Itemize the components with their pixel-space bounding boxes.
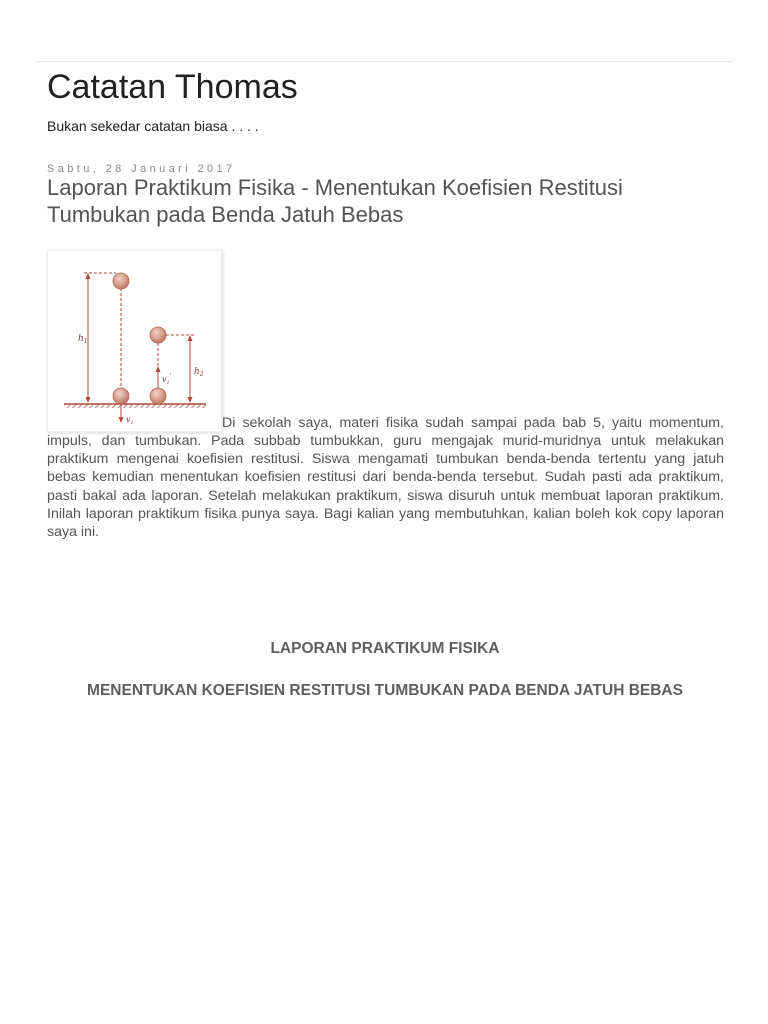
- collision-diagram-image[interactable]: [47, 250, 222, 432]
- v1-subscript: 1: [130, 420, 134, 426]
- post-title[interactable]: Laporan Praktikum Fisika - Menentukan Koefisien Restitusi Tumbukan pada Benda Jatuh Bebas: [47, 175, 623, 227]
- ball-rebound: [150, 388, 166, 404]
- h1-subscript: 1: [83, 338, 88, 345]
- blog-title[interactable]: Catatan Thomas: [47, 68, 298, 106]
- v1prime-label: v: [162, 375, 167, 384]
- post-body-text: Di sekolah saya, materi fisika sudah sampai pada bab 5, yaitu momentum, impuls, dan tumbukan. Pada subbab tumbukkan, guru mengajak murid-muridnya untuk melakukan praktikum mengenai koefisien restitusi. Siswa mengamati tumbukan benda-benda tertentu yang jatuh bebas kemudian menentukan koefisien restitusi dari benda-benda tersebut. Sudah pasti ada praktikum, pasti bakal ada laporan. Setelah melakukan praktikum, siswa disuruh untuk membuat laporan praktikum. Inilah laporan praktikum fisika punya saya. Bagi kalian yang membutuhkan, kalian boleh kok copy laporan saya ini.: [47, 414, 724, 541]
- svg-text:h1: [78, 334, 88, 345]
- ball-initial: [113, 273, 129, 289]
- h2-subscript: 2: [199, 371, 204, 378]
- post-date: Sabtu, 28 Januari 2017: [47, 163, 236, 175]
- h1-label: h: [78, 334, 84, 344]
- h2-label: h: [194, 367, 200, 377]
- report-subheading: MENENTUKAN KOEFISIEN RESTITUSI TUMBUKAN PADA BENDA JATUH BEBAS: [87, 682, 683, 699]
- blog-description: Bukan sekedar catatan biasa . . . .: [47, 118, 259, 134]
- v1prime-arrow: [156, 366, 161, 372]
- h1-arrow-bottom: [86, 397, 91, 403]
- post-body: [47, 250, 724, 541]
- svg-text:v1: [126, 415, 134, 426]
- v1prime-mark: ': [169, 373, 172, 380]
- report-heading: LAPORAN PRAKTIKUM FISIKA: [270, 640, 500, 657]
- h2-arrow-bottom: [188, 397, 193, 403]
- svg-text:v1': [162, 373, 172, 386]
- h2-arrow-top: [188, 335, 193, 341]
- h1-arrow-top: [86, 273, 91, 279]
- v1-label: v: [126, 415, 131, 424]
- collision-diagram: [48, 251, 221, 431]
- ball-impact: [113, 388, 129, 404]
- ball-bounce-peak: [150, 327, 166, 343]
- header-divider: [37, 61, 733, 62]
- svg-text:h2: [194, 367, 204, 378]
- v1-arrow: [119, 417, 124, 423]
- v1prime-subscript: 1: [166, 380, 170, 386]
